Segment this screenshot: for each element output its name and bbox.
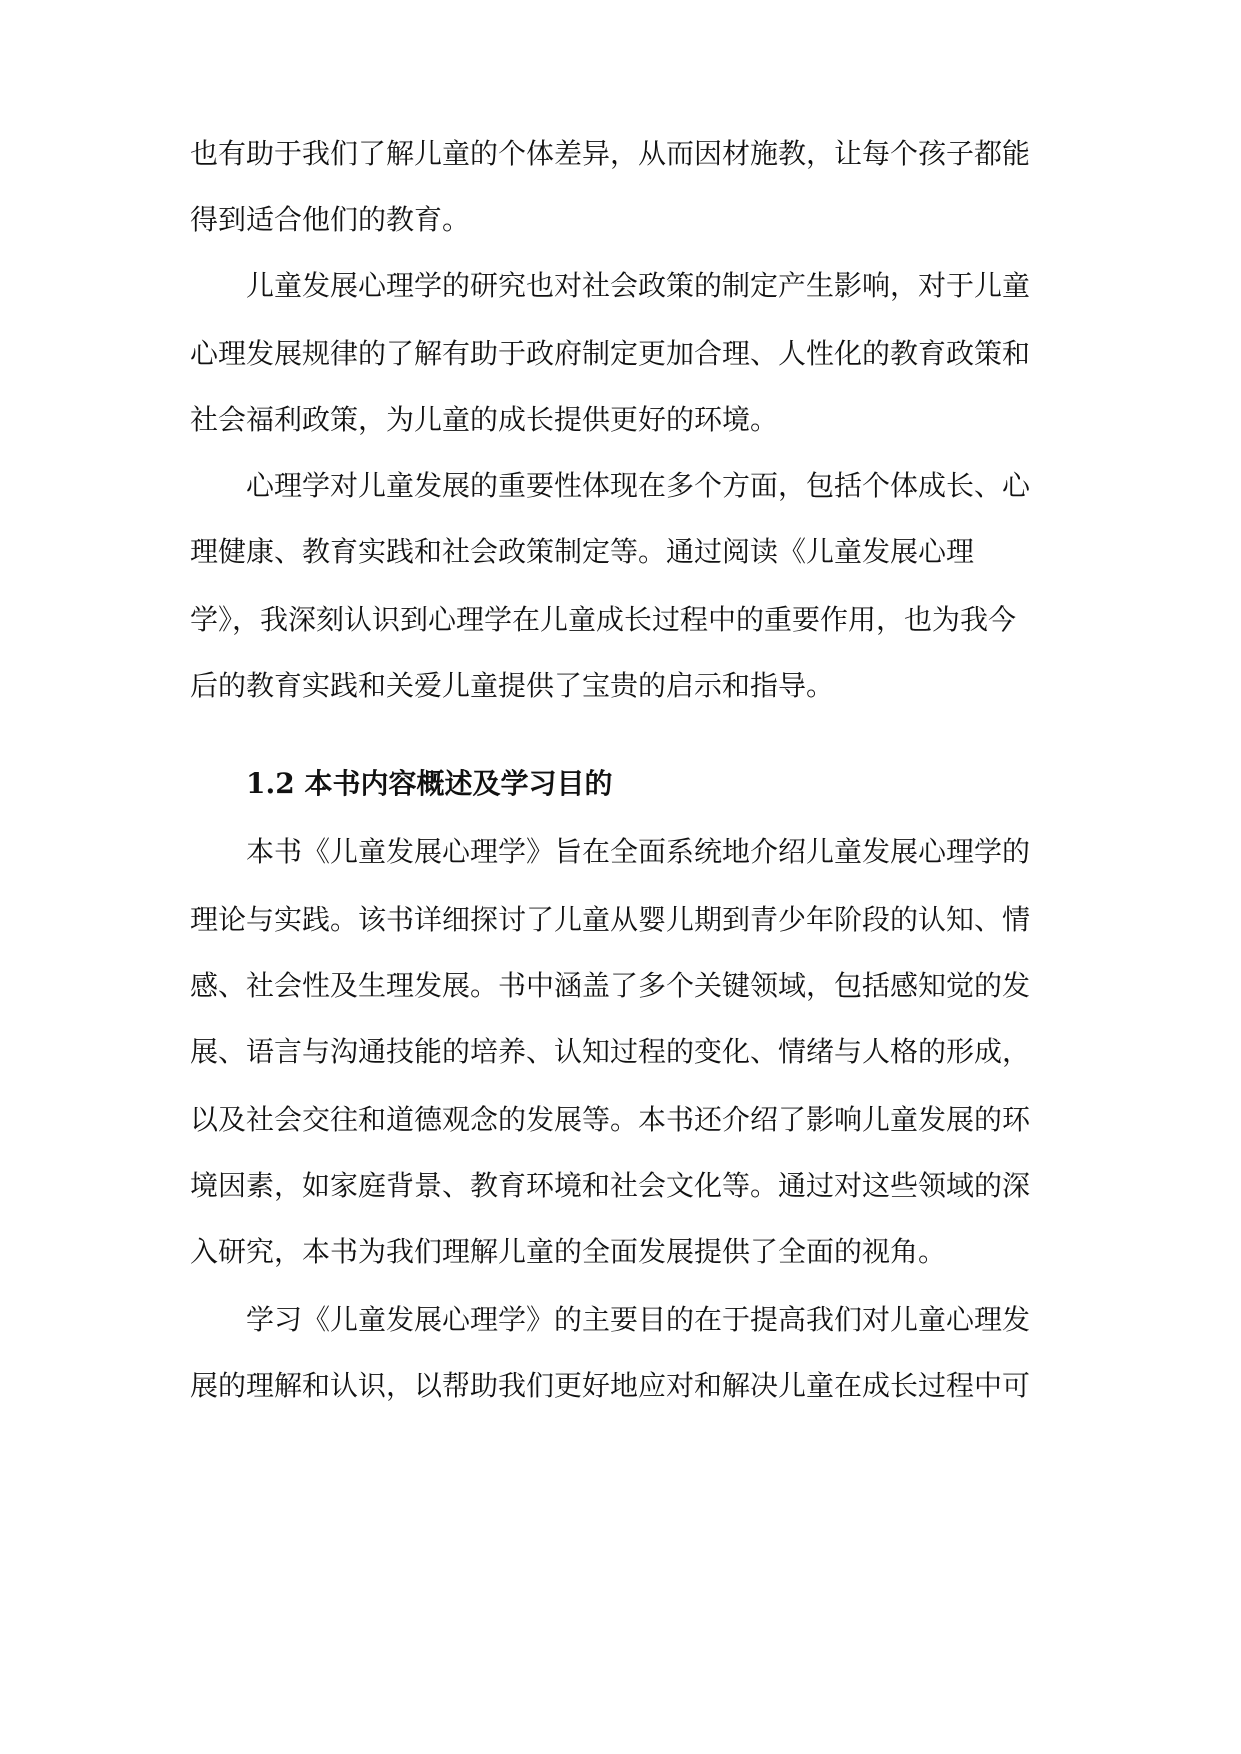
paragraph-line: 学习《儿童发展心理学》的主要目的在于提高我们对儿童心理发: [246, 1303, 1031, 1336]
paragraph-line: 感、社会性及生理发展。书中涵盖了多个关键领域，包括感知觉的发: [190, 969, 1031, 1002]
paragraph-line: 本书《儿童发展心理学》旨在全面系统地介绍儿童发展心理学的: [246, 835, 1031, 868]
paragraph-line: 以及社会交往和道德观念的发展等。本书还介绍了影响儿童发展的环: [190, 1103, 1031, 1136]
paragraph-line: 心理发展规律的了解有助于政府制定更加合理、人性化的教育政策和: [190, 337, 1031, 370]
paragraph-line: 学》，我深刻认识到心理学在儿童成长过程中的重要作用，也为我今: [190, 603, 1017, 636]
paragraph-line: 理论与实践。该书详细探讨了儿童从婴儿期到青少年阶段的认知、情: [190, 903, 1031, 936]
paragraph-line: 后的教育实践和关爱儿童提供了宝贵的启示和指导。: [190, 669, 835, 702]
section-heading: 1.2 本书内容概述及学习目的: [246, 767, 613, 800]
paragraph-line: 展、语言与沟通技能的培养、认知过程的变化、情绪与人格的形成，: [190, 1035, 1031, 1068]
paragraph-line: 理健康、教育实践和社会政策制定等。通过阅读《儿童发展心理: [190, 535, 975, 568]
paragraph-line: 入研究，本书为我们理解儿童的全面发展提供了全面的视角。: [190, 1235, 947, 1268]
paragraph-line: 社会福利政策，为儿童的成长提供更好的环境。: [190, 403, 779, 436]
paragraph-line: 心理学对儿童发展的重要性体现在多个方面，包括个体成长、心: [246, 469, 1031, 502]
paragraph-line: 也有助于我们了解儿童的个体差异，从而因材施教，让每个孩子都能: [190, 137, 1031, 170]
paragraph-line: 儿童发展心理学的研究也对社会政策的制定产生影响，对于儿童: [246, 269, 1031, 302]
paragraph-line: 境因素，如家庭背景、教育环境和社会文化等。通过对这些领域的深: [190, 1169, 1031, 1202]
paragraph-line: 展的理解和认识，以帮助我们更好地应对和解决儿童在成长过程中可: [190, 1369, 1031, 1402]
paragraph-line: 得到适合他们的教育。: [190, 203, 471, 236]
